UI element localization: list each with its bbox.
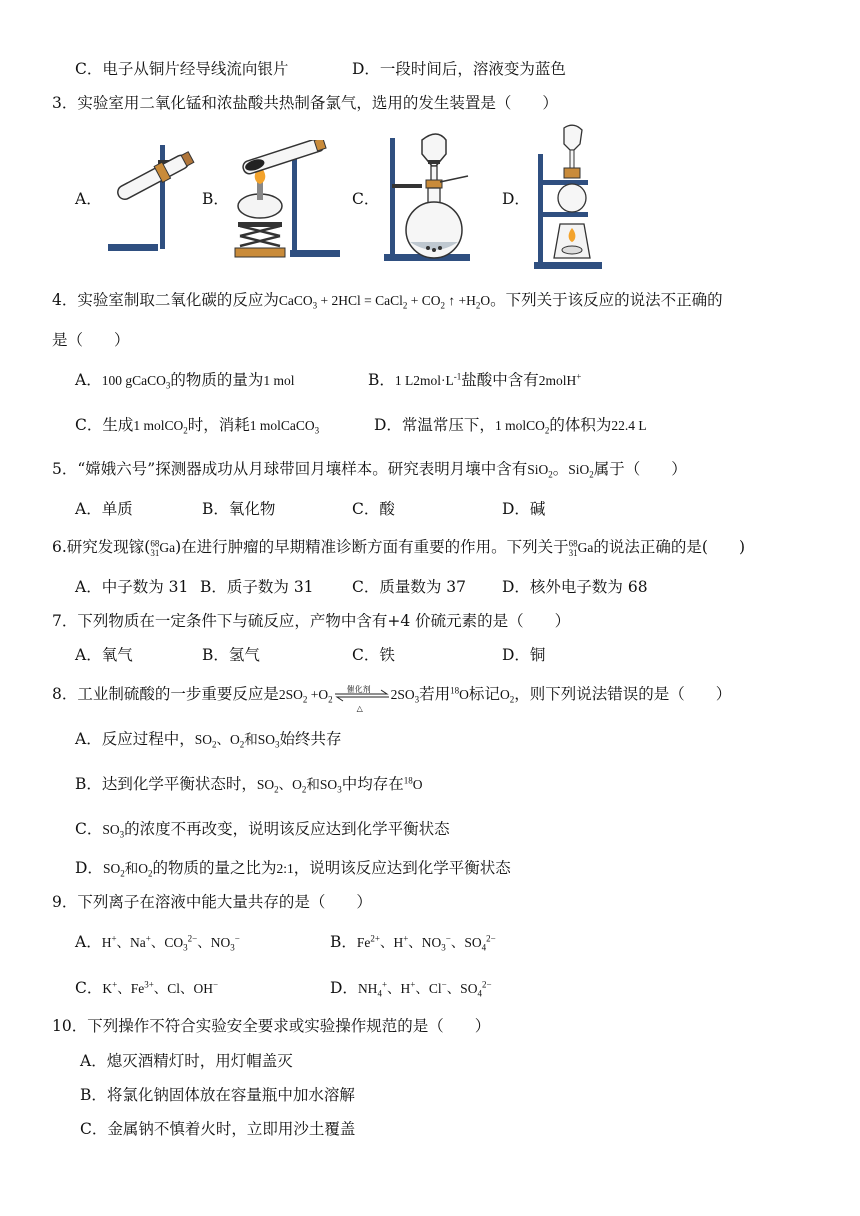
q3-label-b: B． [202,190,229,208]
q4-stem-lead: 4．实验室制取二氧化碳的反应为 [52,291,279,309]
q5-option-d: D．碱 [502,500,546,518]
q4-stem-tail: 。下列关于该反应的说法不正确的 [490,291,723,309]
q2-option-c: C．电子从铜片经导线流向银片 [75,60,289,78]
q10-option-c: C．金属钠不慎着火时，立即用沙土覆盖 [80,1120,356,1138]
q6-option-c: C．质量数为 37 [352,578,467,596]
q10-stem: 10．下列操作不符合实验安全要求或实验操作规范的是（ ） [52,1017,491,1035]
q4-option-b: B．1 $L2mol\cdot L^{-1}$盐酸中含有2molH+ [368,371,582,389]
q5-stem: 5．“嫦娥六号”探测器成功从月球带回月壤样本。研究表明月壤中含有SiO$_2$。SiO$_2$属于（ ） [52,460,687,480]
q7-stem: 7．下列物质在一定条件下与硫反应，产物中含有+4 价硫元素的是（ ） [52,612,571,630]
q8-option-a: A．反应过程中，$SO_2$、$O_2$和$SO_3$始终共存 [75,730,342,750]
q9-option-a: A．H+、Na+、$CO_3^{2-}$、$NO_3^-$ [75,933,240,953]
q9-option-c: C．K+、$Fe^{3+}$、Cl、OH− [75,979,219,997]
q7-option-a: A．氧气 [75,646,133,664]
q9-option-b: B．$Fe^{2+}$、H+、$NO_3^-$、$SO_4^{2-}$ [330,933,496,953]
q7-option-b: B．氢气 [202,646,260,664]
q2-option-d: D．一段时间后，溶液变为蓝色 [352,60,566,78]
apparatus-c-image [382,132,482,262]
q4-stem-line2: 是（ ） [52,331,130,349]
q10-option-b: B．将氯化钠固体放在容量瓶中加水溶解 [80,1086,355,1104]
q8-option-d: D．$SO_2$和$O_2$的物质的量之比为2:1，说明该反应达到化学平衡状态 [75,859,511,879]
q6-option-b: B．质子数为 31 [200,578,314,596]
q6-option-d: D．核外电子数为 68 [502,578,648,596]
q6-stem: 6.研究发现镓($^{68}_{31}$Ga)在进行肿瘤的早期精准诊断方面有重要的作用。下列关于$^{68}_{31}$Ga的说法正确的是( ) [52,538,746,558]
q4-option-c: C．生成1 molCO$_2$时，消耗1 molCaCO$_3$ [75,416,320,436]
q4-option-d: D．常温常压下，1 molCO$_2$的体积为22.4 L [374,416,647,436]
q5-option-c: C．酸 [352,500,395,518]
q8-option-c: C．$SO_3$的浓度不再改变，说明该反应达到化学平衡状态 [75,820,450,840]
q9-option-d: D．$NH_4^+$、H+、Cl−、$SO_4^{2-}$ [330,979,492,999]
apparatus-a-image [100,140,200,255]
q4-option-a: A．100 gCaCO$_3$的物质的量为1 mol [75,371,295,391]
q10-option-a: A．熄灭酒精灯时，用灯帽盖灭 [80,1052,293,1070]
q4-equation: CaCO$_3$ + 2HCl = CaCl$_2$ + $CO_2$ ↑ $+H_2O$ [278,293,491,311]
q5-option-b: B．氧化物 [202,500,276,518]
q3-label-c: C． [352,190,380,208]
q8-option-b: B．达到化学平衡状态时，$SO_2$、$O_2$和$SO_3$中均存在$^{18}$O [75,775,423,795]
q7-option-c: C．铁 [352,646,395,664]
q4-stem-line1 [52,290,723,311]
q3-label-a: A． [75,190,102,208]
apparatus-b-image [230,140,345,260]
q8-stem: 8．工业制硫酸的一步重要反应是$2SO_2 +O_2$ 催化剂 △ $2SO_3$若用$^{18}$O标记$O_2$，则下列说法错误的是（ ） [52,685,732,713]
q3-stem: 3．实验室用二氧化锰和浓盐酸共热制备氯气，选用的发生装置是（ ） [52,94,558,112]
q5-option-a: A．单质 [75,500,133,518]
q6-option-a: A．中子数为 31 [75,578,189,596]
q3-label-d: D． [502,190,530,208]
apparatus-d-image [530,124,610,270]
reversible-arrow: 催化剂 △ [333,685,391,705]
q9-stem: 9．下列离子在溶液中能大量共存的是（ ） [52,893,372,911]
q7-option-d: D．铜 [502,646,546,664]
